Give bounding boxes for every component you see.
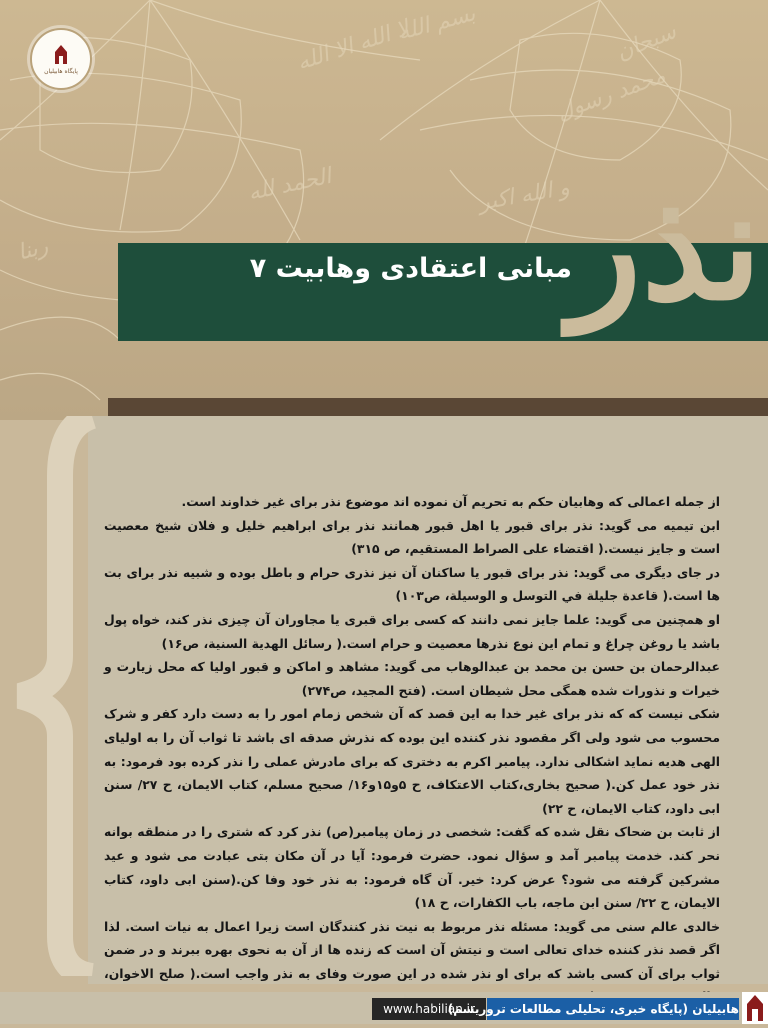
- svg-text:و الله اکبر: و الله اکبر: [476, 175, 572, 216]
- footer-tagline: هابیلیان (پایگاه خبری، تحلیلی مطالعات تروریسم): [487, 998, 739, 1020]
- paragraph: از ثابت بن ضحاک نقل شده که گفت: شخصی در زمان پیامبر(ص) نذر کرد که شتری را در منطقه بوانه نحر کند. خدمت پیامبر آمد و سؤال نمود. حضرت فرمود: آیا در آن مکان بتی عبادت می شود و عید مشرکین گرفته می شود؟ عرض کرد: خیر. آن گاه فرمود: به نذر خود وفا کن.(سنن ابی داود، کتاب الایمان، ح ۲۲/ سنن ابن ماجه، باب الکفارات، ح ۱۸): [104, 824, 720, 911]
- logo-text: پایگاه هابیلیان: [44, 67, 78, 75]
- article-body: [104, 490, 720, 1009]
- svg-text:بسم الله: بسم الله: [395, 1, 479, 46]
- title-glyph: نذر: [569, 158, 762, 334]
- paragraph: از جمله اعمالی که وهابیان حکم به تحریم آن نموده اند موضوع نذر برای غیر خداوند است.: [181, 494, 720, 509]
- habilian-logo: [30, 28, 92, 90]
- footer-logo-icon: [742, 992, 768, 1024]
- page-title: مبانی اعتقادی وهابیت ۷: [249, 253, 572, 284]
- footer-logo: [742, 992, 768, 1024]
- paragraph: عبدالرحمان بن حسن بن محمد بن عبدالوهاب می گوید: مشاهد و اماکن و قبور اولیا که محل زیارت و خیرات و نذورات شده همگی محل شیطان است. (فتح المجید، ص۲۷۴): [104, 659, 720, 698]
- svg-text:الحمد لله: الحمد لله: [246, 163, 334, 206]
- paragraph: ابن تیمیه می گوید: نذر برای قبور یا اهل قبور همانند نذر برای ابراهیم خلیل و فلان شیخ معصیت است و جایز نیست.( اقتضاء علی الصراط المستقیم، ص ۳۱۵): [104, 517, 720, 557]
- brace-decoration: [0, 416, 96, 976]
- paragraph: خالدی عالم سنی می گوید: مسئله نذر مربوط به نیت نذر کنندگان است زیرا اعمال به نیات است. لذا اگر قصد نذر کننده خدای تعالی است و نیتش آن است که زنده ها از آن به نحوی بهره ببرند و در ضمن ثواب برای آن کسی باشد که برای او نذر شده در این صورت وفای به نذر واجب است.( صلح الاخوان،: [104, 918, 720, 981]
- footer: [0, 992, 768, 1024]
- svg-text:محمد رسول: محمد رسول: [553, 63, 669, 126]
- logo-emblem-icon: [52, 44, 70, 66]
- paragraph: او همچنین می گوید: علما جایز نمی دانند که کسی برای قبری یا مجاوران آن چیزی نذر کند، خواه پول باشد یا روغن چراغ و تمام این نوع نذرها معصیت و حرام است.( رسائل الهدیة السنیة، ص۱۶): [104, 611, 720, 651]
- paragraph: در جای دیگری می گوید: نذر برای قبور یا ساکنان آن نیز نذری حرام و باطل بوده و شبیه نذر برای بت ها است.( قاعدة جلیلة في التوسل و الوسیلة، ص۱۰۳): [104, 564, 720, 604]
- website-link[interactable]: www.habilian.ir: [372, 998, 486, 1020]
- svg-text:لا الله الا الله: لا الله الا الله: [294, 16, 413, 76]
- svg-text:ربنا: ربنا: [15, 233, 51, 266]
- paragraph: شکی نیست که که نذر برای غیر خدا به این قصد که آن شخص زمام امور را به دست دارد کفر و شرک محسوب می شود ولی اگر مقصود نذر کننده این بوده که نذرش صدقه ای باشد تا ثواب آن را به اولیای الهی هدیه نماید اشکالی ندارد. پیامبر اکرم به دختری که برای مادرش عملی را نذر کرده بود فرمود: به نذر خود عمل کن.( صحیح بخاری،کتاب الاعتکاف، ح ۵و۱۵و۱۶/ صحیح مسلم، کتاب الایمان، ح ۲۷/ سنن ابی داود، کتاب الایمان، ح ۲۲): [104, 706, 721, 816]
- divider-bar: [108, 398, 768, 416]
- svg-text:سبحان: سبحان: [612, 19, 680, 66]
